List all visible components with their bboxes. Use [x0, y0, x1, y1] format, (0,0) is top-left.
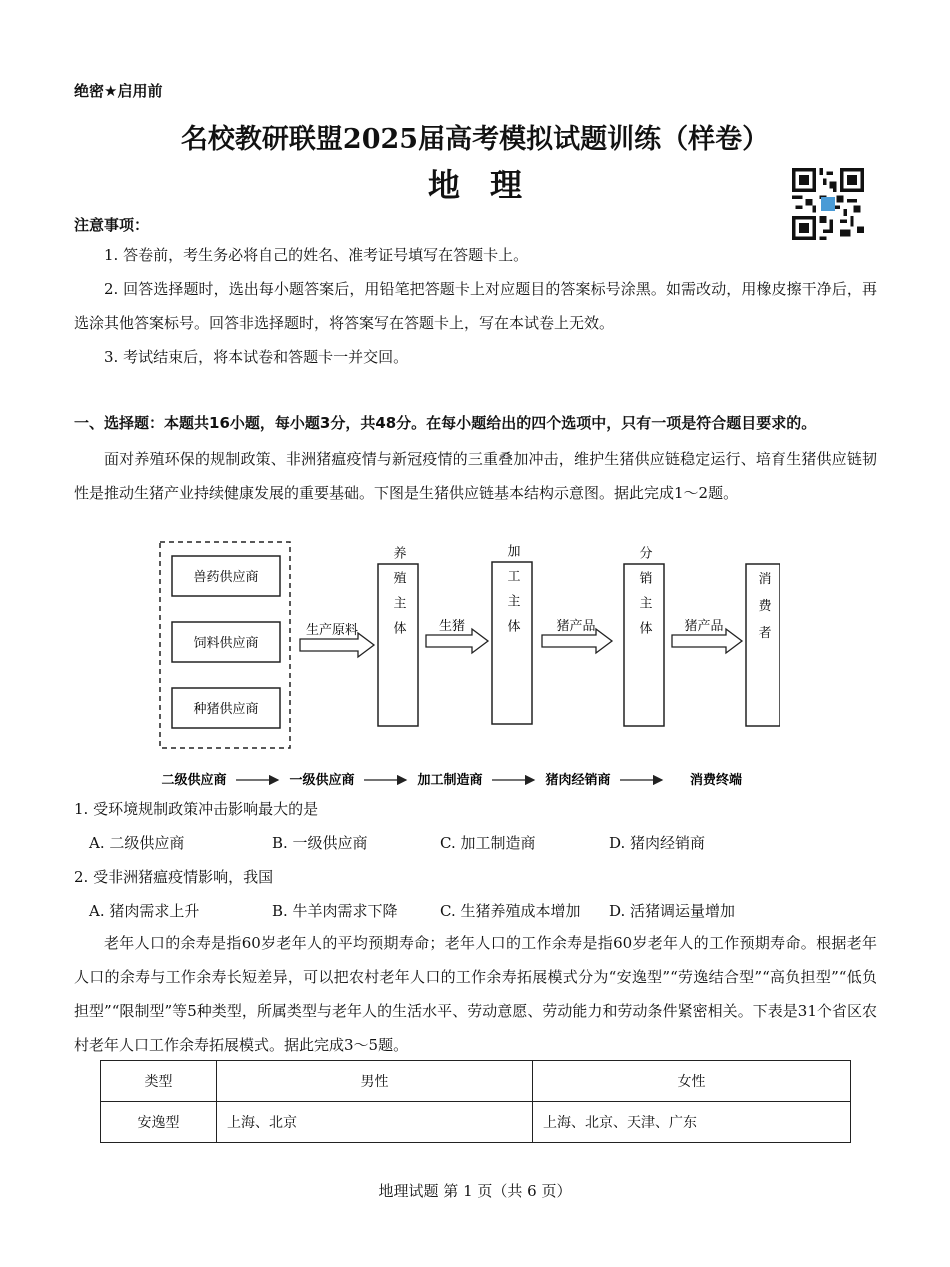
- table-header-male: 男性: [217, 1061, 533, 1102]
- exam-title: 名校教研联盟2025届高考模拟试题训练（样卷）: [180, 124, 770, 155]
- node-label-consumer: 消费者: [755, 571, 771, 653]
- page-footer: 地理试题 第 1 页（共 6 页）: [378, 1182, 572, 1200]
- notice-item-2: 2. 回答选择题时，选出每小题答案后，用铅笔把答题卡上对应题目的答案标号涂黑。如需改动，用橡皮擦干净后，再选涂其他答案标号。回答非选择题时，将答案写在答题卡上，写在本试卷上无效。: [74, 280, 877, 332]
- supplier-box-3: [172, 688, 280, 728]
- q2-option-b[interactable]: B. 牛羊肉需求下降: [272, 902, 398, 920]
- table-row: [101, 1102, 851, 1143]
- section-heading: 一、选择题：本题共16小题，每小题3分，共48分。在每小题给出的四个选项中，只有一项是符合题目要求的。: [74, 414, 817, 432]
- table-cell-male: 上海、北京: [217, 1102, 533, 1143]
- question-2-stem: 2. 受非洲猪瘟疫情影响，我国: [74, 868, 274, 886]
- supplier-label-2: 饲料供应商: [193, 636, 259, 651]
- qr-code-icon: [792, 168, 864, 240]
- q2-option-d[interactable]: D. 活猪调运量增加: [609, 902, 736, 920]
- supplier-label-1: 兽药供应商: [193, 570, 259, 585]
- flow-arrow-3: [542, 618, 612, 653]
- q1-option-c[interactable]: C. 加工制造商: [440, 834, 536, 852]
- node-consumer: [746, 564, 780, 726]
- table-header-row: [101, 1061, 851, 1102]
- notice-item-3: 3. 考试结束后，将本试卷和答题卡一并交回。: [104, 348, 409, 366]
- table-header-type: 类型: [101, 1061, 217, 1102]
- chain-label-5: 消费终端: [689, 773, 743, 788]
- supplier-box-1: [172, 556, 280, 596]
- q1-option-d[interactable]: D. 猪肉经销商: [609, 834, 706, 852]
- flow-label-1: 生产原料: [305, 623, 359, 638]
- node-label-distribution: 分销主体: [636, 546, 652, 646]
- flow-label-2: 生猪: [438, 619, 466, 634]
- supply-chain-diagram: [150, 538, 780, 794]
- node-breeding: [378, 546, 418, 726]
- q2-option-a[interactable]: A. 猪肉需求上升: [89, 902, 200, 920]
- q1-option-b[interactable]: B. 一级供应商: [272, 834, 368, 852]
- secret-label: 绝密★启用前: [74, 82, 163, 100]
- notice-item-1: 1. 答卷前，考生务必将自己的姓名、准考证号填写在答题卡上。: [104, 246, 529, 264]
- node-distribution: [624, 546, 664, 726]
- node-label-processing: 加工主体: [504, 544, 520, 644]
- chain-label-3: 加工制造商: [417, 773, 483, 788]
- notice-heading: 注意事项：: [74, 216, 150, 234]
- q1-option-a[interactable]: A. 二级供应商: [89, 834, 185, 852]
- passage-1: 面对养殖环保的规制政策、非洲猪瘟疫情与新冠疫情的三重叠加冲击，维护生猪供应链稳定运行、培育生猪供应链韧性是推动生猪产业持续健康发展的重要基础。下图是生猪供应链基本结构示意图。据此完成1～2题。: [74, 450, 877, 502]
- node-label-breeding: 养殖主体: [390, 546, 406, 646]
- supplier-box-2: [172, 622, 280, 662]
- passage-2: 老年人口的余寿是指60岁老年人的平均预期寿命；老年人口的工作余寿是指60岁老年人的工作预期寿命。根据老年人口的余寿与工作余寿长短差异，可以把农村老年人口的工作余寿拓展模式分为“安逸型”“劳逸结合型”“高负担型”“低负担型”“限制型”等5种类型，所属类型与老年人的生活水平、劳动意愿、劳动能力和劳动条件紧密相关。下表是31个省区农村老年人口工作余寿拓展模式。据此完成3～5题。: [74, 934, 877, 1054]
- flow-arrow-2: [426, 618, 488, 653]
- chain-label-4: 猪肉经销商: [545, 773, 611, 788]
- node-processing: [492, 543, 532, 724]
- table-cell-type: 安逸型: [101, 1102, 217, 1143]
- table-header-female: 女性: [533, 1061, 851, 1102]
- chain-label-2: 一级供应商: [289, 773, 355, 788]
- flow-arrow-1: [300, 622, 374, 657]
- subject-title: 地理: [427, 166, 552, 204]
- flow-arrow-4: [672, 618, 742, 653]
- q2-option-c[interactable]: C. 生猪养殖成本增加: [440, 902, 581, 920]
- flow-label-4: 猪产品: [684, 619, 724, 634]
- question-1-stem: 1. 受环境规制政策冲击影响最大的是: [74, 800, 319, 818]
- supplier-label-3: 种猪供应商: [193, 702, 259, 717]
- work-life-table: [100, 1060, 851, 1143]
- chain-label-1: 二级供应商: [161, 773, 227, 788]
- chain-row: [161, 772, 742, 788]
- flow-label-3: 猪产品: [556, 619, 596, 634]
- table-cell-female: 上海、北京、天津、广东: [533, 1102, 851, 1143]
